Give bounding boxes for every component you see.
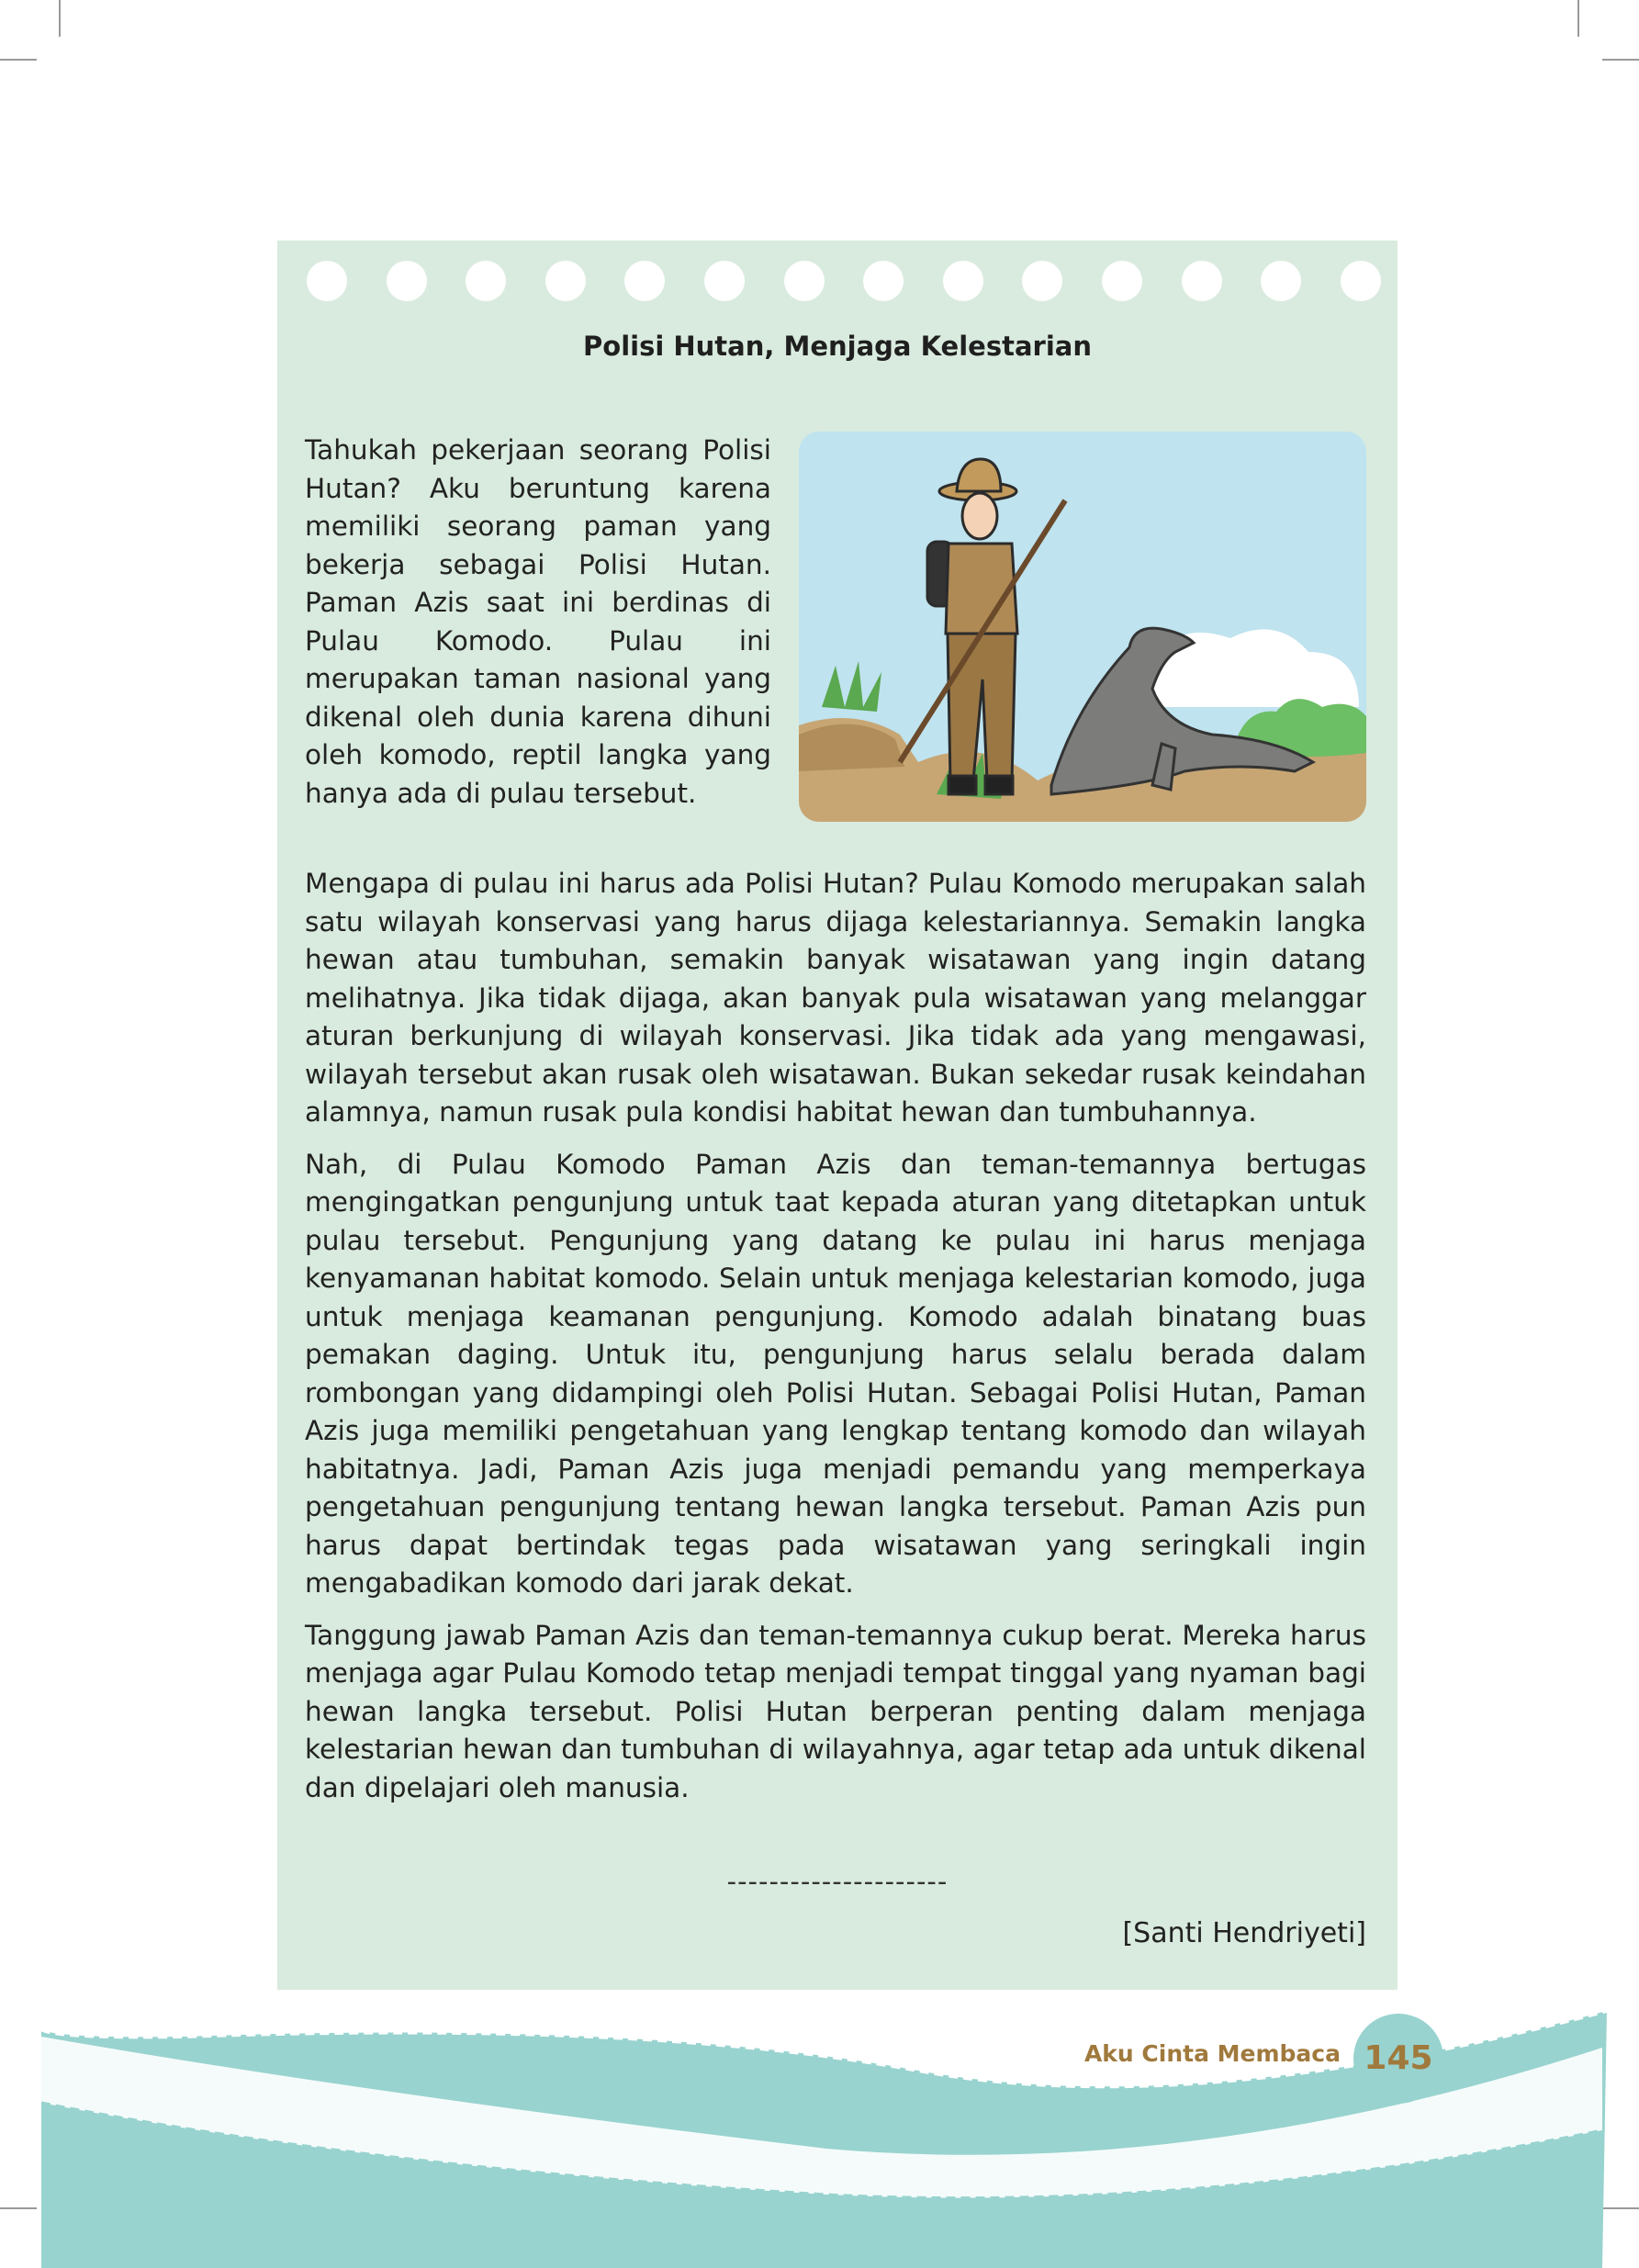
- hole: [1341, 261, 1381, 301]
- hole: [704, 261, 745, 301]
- hole: [784, 261, 825, 301]
- body-paragraph: Nah, di Pulau Komodo Paman Azis dan teman-temannya bertugas mengingatkan pengunjung untuk taat kepada aturan yang ditetapkan untuk pulau tersebut. Pengunjung yang datang ke pulau ini harus menjaga kenyamanan habitat komodo. Selain untuk menjaga kelestarian komodo, juga untuk menjaga keamanan pengunjung. Komodo adalah binatang buas pemakan daging. Untuk itu, pengunjung harus selalu berada dalam rombongan yang didampingi oleh Polisi Hutan. Sebagai Polisi Hutan, Paman Azis juga memiliki pengetahuan yang lengkap tentang komodo dan wilayah habitatnya. Jadi, Paman Azis juga menjadi pemandu yang memperkaya pengetahuan pengunjung tentang hewan langka tersebut. Paman Azis pun harus dapat bertindak tegas pada wisatawan yang seringkali ingin mengabadikan komodo dari jarak dekat.: [305, 1148, 1366, 1599]
- hole: [1102, 261, 1142, 301]
- hole: [387, 261, 427, 301]
- crop-mark: [59, 0, 61, 37]
- article-title: Polisi Hutan, Menjaga Kelestarian: [583, 331, 1092, 362]
- hole: [1022, 261, 1062, 301]
- intro-paragraph: Tahukah pekerjaan seorang Polisi Hutan? Aku beruntung karena memiliki seorang paman yang bekerja sebagai Polisi Hutan. Paman Azis saat ini berdinas di Pulau Komodo. Pulau ini merupakan taman nasional yang dikenal oleh dunia karena dihuni oleh komodo, reptil langka yang hanya ada di pulau tersebut.: [305, 434, 771, 809]
- reading-card: [277, 241, 1398, 1990]
- crop-mark: [1602, 59, 1639, 61]
- body-paragraph: Mengapa di pulau ini harus ada Polisi Hutan? Pulau Komodo merupakan salah satu wilayah konservasi yang harus dijaga kelestariannya. Semakin langka hewan atau tumbuhan, semakin banyak wisatawan yang ingin datang melihatnya. Jika tidak dijaga, akan banyak pula wisatawan yang melanggar aturan berkunjung di wilayah konservasi. Jika tidak ada yang mengawasi, wilayah tersebut akan rusak oleh wisatawan. Bukan sekedar rusak keindahan alamnya, namun rusak pula kondisi habitat hewan dan tumbuhannya.: [305, 868, 1366, 1128]
- crop-mark: [1577, 0, 1579, 37]
- article-body: [305, 865, 1366, 1821]
- notebook-holes: [307, 261, 1381, 303]
- dashed-divider: ---------------------: [726, 1866, 949, 1897]
- crop-mark: [0, 59, 37, 61]
- hole: [943, 261, 983, 301]
- author-credit: [Santi Hendriyeti]: [1122, 1917, 1366, 1949]
- hole: [307, 261, 347, 301]
- book-title-label: Aku Cinta Membaca: [1083, 2040, 1341, 2067]
- hole: [624, 261, 665, 301]
- hole: [466, 261, 506, 301]
- hole: [545, 261, 586, 301]
- forest-ranger-komodo-illustration: [799, 432, 1366, 822]
- body-paragraph: Tanggung jawab Paman Azis dan teman-temannya cukup berat. Mereka harus menjaga agar Pulau Komodo tetap menjadi tempat tinggal yang nyaman bagi hewan langka tersebut. Polisi Hutan berperan penting dalam menjaga kelestarian hewan dan tumbuhan di wilayahnya, agar tetap ada untuk dikenal dan dipelajari oleh manusia.: [305, 1619, 1366, 1803]
- hole: [1182, 261, 1222, 301]
- hole: [1261, 261, 1301, 301]
- page-number-badge: 145: [1353, 2014, 1443, 2104]
- hole: [863, 261, 904, 301]
